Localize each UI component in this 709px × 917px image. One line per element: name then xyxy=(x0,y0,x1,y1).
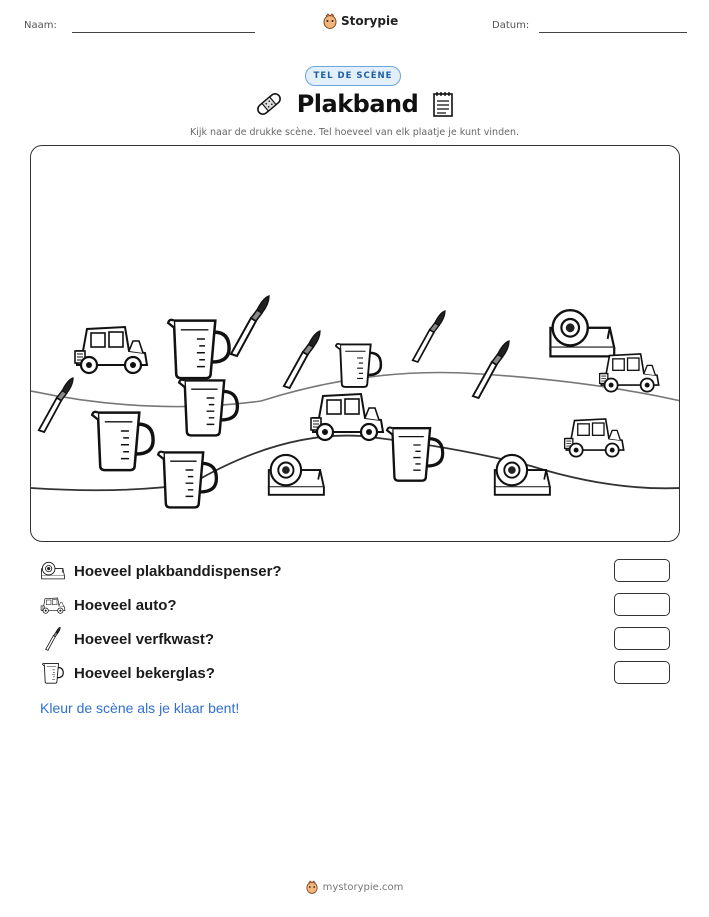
tape-dispenser-image xyxy=(495,455,550,495)
date-label: Datum: xyxy=(492,20,530,31)
storypie-mascot-icon xyxy=(306,880,318,894)
paintbrush-image xyxy=(39,378,73,432)
instructions-text: Kijk naar de drukke scène. Tel hoeveel van elk plaatje je kunt vinden. xyxy=(190,127,519,138)
date-line[interactable] xyxy=(539,32,687,33)
footer xyxy=(0,880,709,894)
bandage-icon xyxy=(255,91,283,117)
logo-text: Storypie xyxy=(341,14,399,28)
storypie-mascot-icon xyxy=(323,13,337,29)
tape-dispenser-image xyxy=(269,455,324,495)
car-image xyxy=(565,419,624,457)
beaker-image xyxy=(179,380,237,436)
answer-box[interactable] xyxy=(614,559,670,582)
tape-dispenser-icon xyxy=(40,560,66,582)
answer-box[interactable] xyxy=(614,627,670,650)
paintbrush-image xyxy=(231,296,269,356)
car-icon xyxy=(40,594,66,616)
question-row xyxy=(40,593,670,617)
car-image xyxy=(75,327,147,373)
beaker-image xyxy=(387,428,443,481)
title-row xyxy=(0,90,709,118)
question-text: Hoeveel plakbanddispenser? xyxy=(74,562,282,580)
name-line[interactable] xyxy=(72,32,255,33)
beaker-image xyxy=(168,320,229,378)
beaker-image xyxy=(92,412,153,470)
name-label: Naam: xyxy=(24,20,57,31)
paintbrush-image xyxy=(473,341,509,398)
beaker-icon xyxy=(40,662,66,684)
counting-scene[interactable] xyxy=(30,145,680,542)
activity-badge: TEL DE SCÈNE xyxy=(305,66,401,86)
footer-url[interactable]: mystorypie.com xyxy=(322,881,404,893)
paintbrush-icon xyxy=(40,628,66,650)
tape-dispenser-image xyxy=(550,310,614,356)
answer-box[interactable] xyxy=(614,661,670,684)
coloring-note: Kleur de scène als je klaar bent! xyxy=(40,700,240,716)
car-image xyxy=(600,354,659,392)
paintbrush-image xyxy=(413,311,445,362)
question-text: Hoeveel verfkwast? xyxy=(74,630,215,648)
question-text: Hoeveel auto? xyxy=(74,596,177,614)
answer-box[interactable] xyxy=(614,593,670,616)
scene-drawing xyxy=(31,146,680,542)
page-title: Plakband xyxy=(296,90,419,118)
question-row xyxy=(40,627,670,651)
notepad-icon xyxy=(432,91,454,117)
storypie-logo xyxy=(323,13,398,29)
question-row xyxy=(40,661,670,685)
question-row xyxy=(40,559,670,583)
question-text: Hoeveel bekerglas? xyxy=(74,664,215,682)
paintbrush-image xyxy=(284,331,320,388)
beaker-image xyxy=(336,344,381,387)
car-image xyxy=(311,394,383,440)
beaker-image xyxy=(158,452,216,508)
